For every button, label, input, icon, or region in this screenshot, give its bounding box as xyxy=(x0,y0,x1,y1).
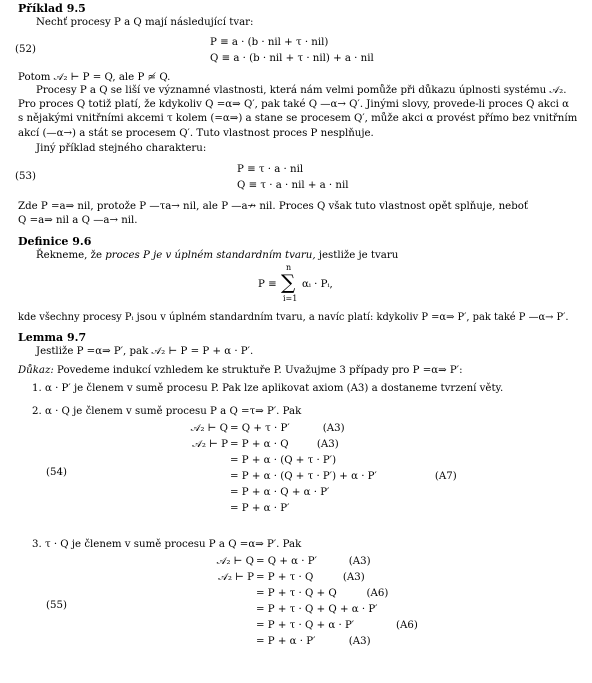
definition-text-a: Řekneme, že xyxy=(36,250,106,261)
definition-line1 xyxy=(36,249,398,262)
sum-lead: P ≡ xyxy=(258,279,277,290)
eq54-rhs: = P + α · (Q + τ · P′) xyxy=(230,455,337,466)
eq55-rhs: = Q + α · P′ xyxy=(256,556,317,567)
eq52-line1: P ≡ a · (b · nil + τ · nil) xyxy=(210,37,329,48)
then-line: Potom 𝒜₂ ⊢ P = Q, ale P ≄ Q. xyxy=(18,72,171,83)
para1-line1: Procesy P a Q se liší ve významné vlastnosti, která nám velmi pomůže při důkazu úplnosti systému 𝒜₂. xyxy=(36,85,567,96)
eq52-line2: Q ≡ a · (b · nil + τ · nil) + a · nil xyxy=(210,53,374,64)
para2-line2: Q =a⇒ nil a Q —a→ nil. xyxy=(18,215,138,226)
example-intro: Nechť procesy P a Q mají následující tvar: xyxy=(36,17,254,28)
eq52-label: (52) xyxy=(15,44,36,55)
definition-after: kde všechny procesy Pᵢ jsou v úplném standardním tvaru, a navíc platí: kdykoliv P =α⇒ P′, pak také P —α→ P′. xyxy=(18,312,569,323)
eq54-rhs: = P + α · P′ xyxy=(230,503,290,514)
eq55-tag: (A3) xyxy=(348,636,371,647)
eq55-tag: (A6) xyxy=(396,620,418,631)
definition-text-c: jestliže je tvaru xyxy=(315,250,399,261)
eq53-label: (53) xyxy=(15,171,36,182)
eq54-tag: (A3) xyxy=(322,423,345,434)
para1-line3: s nějakými vnitřními akcemi τ kolem (=α⇒) a stane se procesem Q′, může akci α provést přímo bez vnitřním xyxy=(18,113,578,124)
eq55-label: (55) xyxy=(46,600,67,611)
sum-sigma: ∑ xyxy=(281,270,296,294)
case1: 1. α · P′ je členem v sumě procesu P. Pak lze aplikovat axiom (A3) a dostaneme tvrzení věty. xyxy=(32,383,504,394)
eq53-line2: Q ≡ τ · a · nil + a · nil xyxy=(237,180,349,191)
eq54-tag: (A3) xyxy=(316,439,339,450)
definition-title: Definice 9.6 xyxy=(18,235,92,248)
eq53-line1: P ≡ τ · a · nil xyxy=(237,164,304,175)
eq54-label: (54) xyxy=(46,467,67,478)
sum-lower-limit: i=1 xyxy=(283,294,298,303)
eq54-lhs: 𝒜₂ ⊢ Q xyxy=(190,423,228,434)
eq55-tag: (A6) xyxy=(366,588,389,599)
example-title: Příklad 9.5 xyxy=(18,2,86,15)
para1-line4: akcí (—α→) a stát se procesem Q′. Tuto vlastnost proces P nesplňuje. xyxy=(18,128,374,139)
case3: 3. τ · Q je členem v sumě procesu P a Q =α⇒ P′. Pak xyxy=(32,539,302,550)
eq55-tag: (A3) xyxy=(348,556,371,567)
lemma-statement: Jestliže P =α⇒ P′, pak 𝒜₂ ⊢ P = P + α · P′. xyxy=(36,346,254,357)
eq55-lhs: 𝒜₂ ⊢ Q xyxy=(216,556,254,567)
eq55-rhs: = P + τ · Q + Q xyxy=(256,588,337,599)
eq54-lhs: 𝒜₂ ⊢ P xyxy=(192,439,228,450)
proof-text: Povedeme indukcí vzhledem ke struktuře P. Uvažujme 3 případy pro P =α⇒ P′: xyxy=(53,365,463,376)
eq55-rhs: = P + τ · Q + Q + α · P′ xyxy=(256,604,378,615)
eq54-rhs: = P + α · Q xyxy=(230,439,289,450)
eq54-rhs: = Q + τ · P′ xyxy=(230,423,290,434)
eq54-tag: (A7) xyxy=(434,471,457,482)
lemma-title: Lemma 9.7 xyxy=(18,331,87,344)
eq55-lhs: 𝒜₂ ⊢ P xyxy=(218,572,254,583)
eq54-rhs: = P + α · (Q + τ · P′) + α · P′ xyxy=(230,471,377,482)
case2: 2. α · Q je členem v sumě procesu P a Q =τ⇒ P′. Pak xyxy=(32,406,302,417)
sum-upper-limit: n xyxy=(286,263,292,272)
para1-line2: Pro proces Q totiž platí, že kdykoliv Q =α⇒ Q′, pak také Q —α→ Q′. Jinými slovy, provede-li proces Q akci α xyxy=(18,99,570,110)
eq55-tag: (A3) xyxy=(342,572,365,583)
sum-body: αᵢ · Pᵢ, xyxy=(302,279,333,290)
eq54-rhs: = P + α · Q + α · P′ xyxy=(230,487,330,498)
eq55-rhs: = P + τ · Q xyxy=(256,572,314,583)
proof-line xyxy=(18,364,463,377)
eq55-rhs: = P + τ · Q + α · P′ xyxy=(256,620,355,631)
para2-line1: Zde P =a⇒ nil, protože P —τa→ nil, ale P —a↛ nil. Proces Q však tuto vlastnost opět splňuje, neboť xyxy=(18,201,528,212)
proof-label: Důkaz: xyxy=(18,365,54,376)
similar-line: Jiný příklad stejného charakteru: xyxy=(36,143,207,154)
eq55-rhs: = P + α · P′ xyxy=(256,636,316,647)
definition-term: proces P je v úplném standardním tvaru, xyxy=(105,250,316,261)
